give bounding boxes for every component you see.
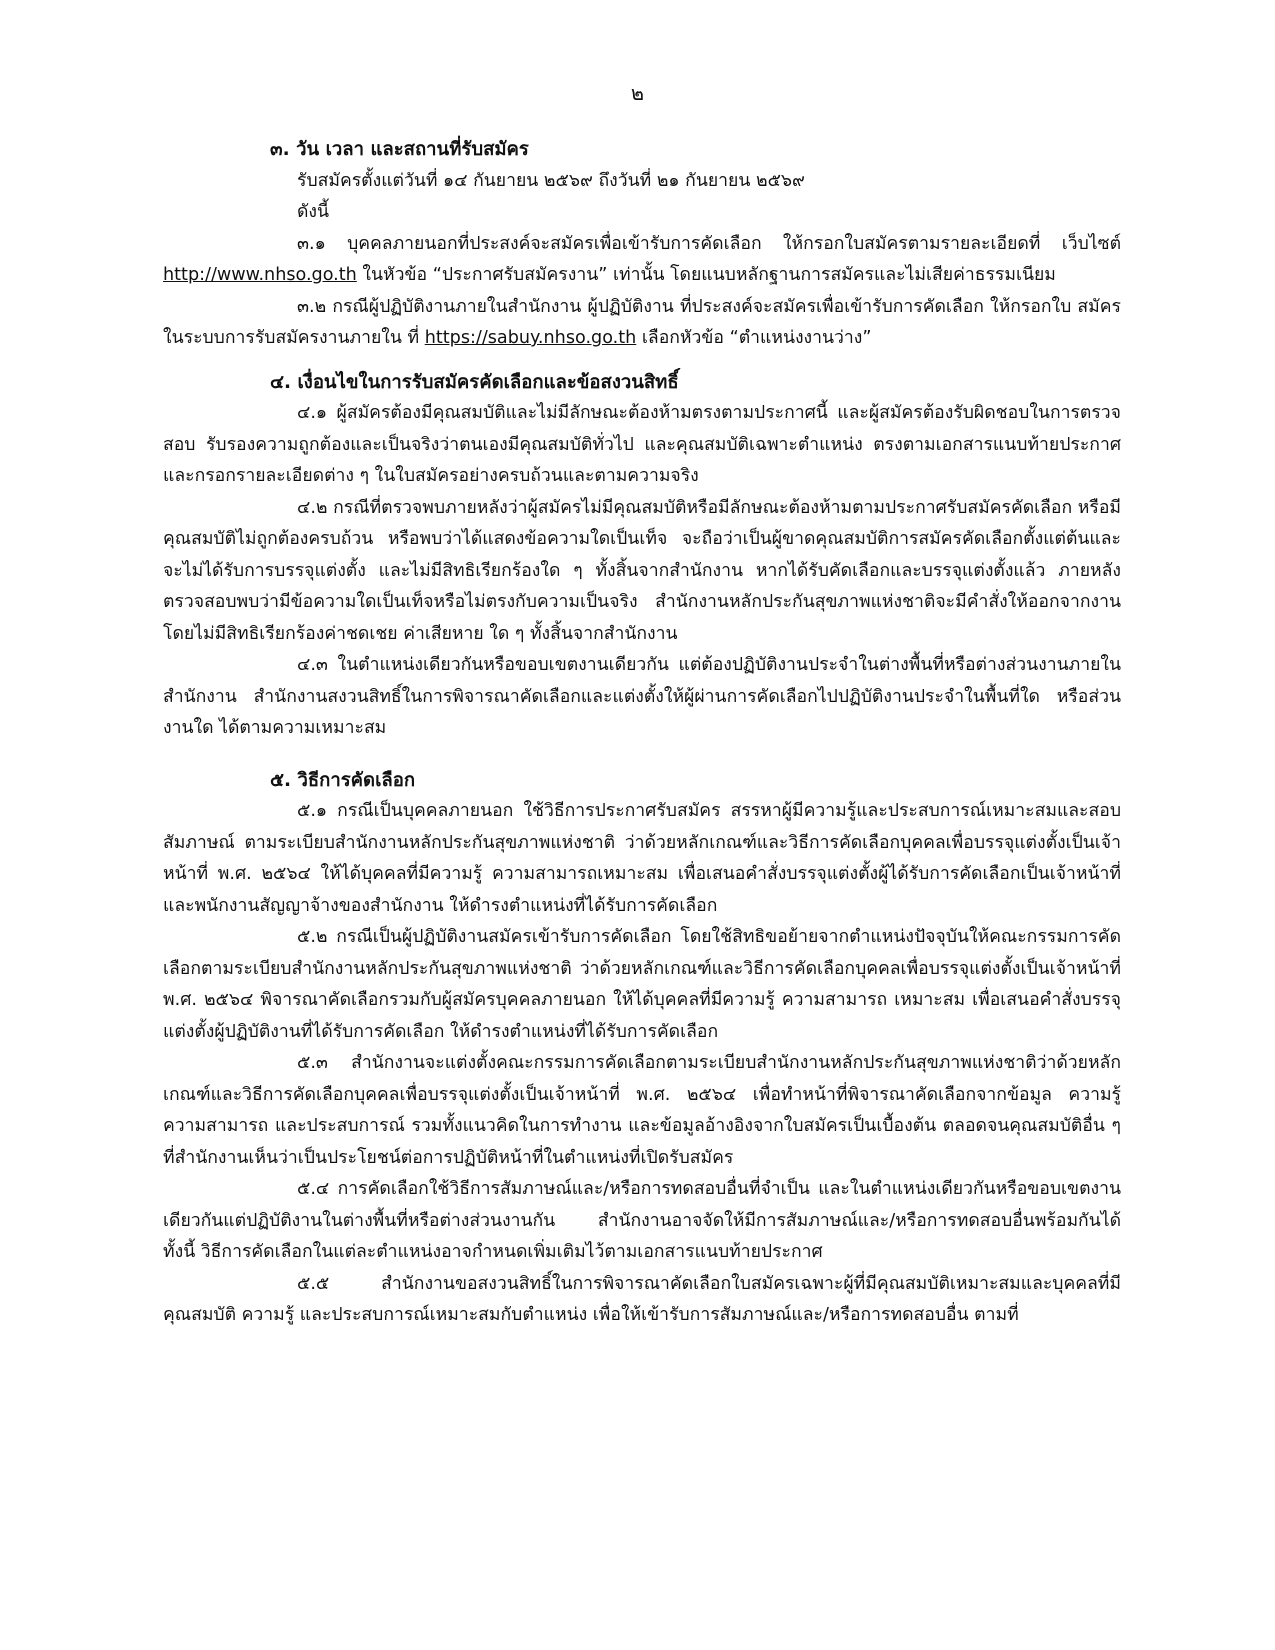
clause-3-2-text-b: เลือกหัวข้อ “ตำแหน่งงานว่าง” <box>636 328 872 348</box>
section-5-heading: ๕. วิธีการคัดเลือก <box>270 769 416 791</box>
as-follows-text: ดังนี้ <box>297 202 330 222</box>
clause-5-2: ๕.๒ กรณีเป็นผู้ปฏิบัติงานสมัครเข้ารับการคัดเลือก โดยใช้สิทธิขอย้ายจากตำแหน่งปัจจุบันให้คณะกรรมการคัดเลือกตามระเบียบสำนักงานหลักประกันสุขภาพแห่งชาติ ว่าด้วยหลักเกณฑ์และวิธีการคัดเลือกบุคคลเพื่อบรรจุแต่งตั้งเป็นเจ้าหน้าที่ พ.ศ. ๒๕๖๔ พิจารณาคัดเลือกรวมกับผู้สมัครบุคคลภายนอก ให้ได้บุคคลที่มีความรู้ ความสามารถ เหมาะสม เพื่อเสนอคำสั่งบรรจุ แต่งตั้งผู้ปฏิบัติงานที่ได้รับการคัดเลือก ให้ดำรงตำแหน่งที่ได้รับการคัดเลือก <box>163 927 1121 1042</box>
application-period: รับสมัครตั้งแต่วันที่ ๑๔ กันยายน ๒๕๖๙ ถึงวันที่ ๒๑ กันยายน ๒๕๖๙ <box>297 170 805 191</box>
clause-5-1: ๕.๑ กรณีเป็นบุคคลภายนอก ใช้วิธีการประกาศรับสมัคร สรรหาผู้มีความรู้และประสบการณ์เหมาะสมและสอบสัมภาษณ์ ตามระเบียบสำนักงานหลักประกันสุขภาพแห่งชาติ ว่าด้วยหลักเกณฑ์และวิธีการคัดเลือกบุคคลเพื่อบรรจุแต่งตั้งเป็นเจ้าหน้าที่ พ.ศ. ๒๕๖๔ ให้ได้บุคคลที่มีความรู้ ความสามารถเหมาะสม เพื่อเสนอคำสั่งบรรจุแต่งตั้งผู้ได้รับการคัดเลือกเป็นเจ้าหน้าที่และพนักงานสัญญาจ้างของสำนักงาน ให้ดำรงตำแหน่งที่ได้รับการคัดเลือก <box>163 801 1121 916</box>
clause-3-2-text-a: ๓.๒ กรณีผู้ปฏิบัติงานภายในสำนักงาน ผู้ปฏิบัติงาน ที่ประสงค์จะสมัครเพื่อเข้ารับการคัดเลือก ให้กรอกใบ สมัครในระบบการรับสมัครงานภายใน ที่ <box>163 296 1121 348</box>
nhso-website-link[interactable]: http://www.nhso.go.th <box>163 265 357 285</box>
section-3-heading: ๓. วัน เวลา และสถานที่รับสมัคร <box>270 139 529 160</box>
clause-3-1-text-a: ๓.๑ บุคคลภายนอกที่ประสงค์จะสมัครเพื่อเข้ารับการคัดเลือก ให้กรอกใบสมัครตามรายละเอียดที่ เว็บไซต์ <box>297 233 1121 254</box>
clause-3-2 <box>163 292 1121 355</box>
document-body <box>163 134 1121 1332</box>
page-number: ๒ <box>630 81 645 105</box>
clause-3-1-text-b: ในหัวข้อ “ประกาศรับสมัครงาน” เท่านั้น โดยแนบหลักฐานการสมัครและไม่เสียค่าธรรมเนียม <box>356 265 1056 285</box>
section-4-heading: ๔. เงื่อนไขในการรับสมัครคัดเลือกและข้อสงวนสิทธิ์ <box>270 371 679 393</box>
clause-3-1 <box>163 229 1121 292</box>
clause-4-2: ๔.๒ กรณีที่ตรวจพบภายหลังว่าผู้สมัครไม่มีคุณสมบัติหรือมีลักษณะต้องห้ามตามประกาศรับสมัครคัดเลือก หรือมีคุณสมบัติไม่ถูกต้องครบถ้วน หรือพบว่าได้แสดงข้อความใดเป็นเท็จ จะถือว่าเป็นผู้ขาดคุณสมบัติการสมัครคัดเลือกตั้งแต่ต้นและจะไม่ได้รับการบรรจุแต่งตั้ง และไม่มีสิทธิเรียกร้องใด ๆ ทั้งสิ้นจากสำนักงาน หากได้รับคัดเลือกและบรรจุแต่งตั้งแล้ว ภายหลังตรวจสอบพบว่ามีข้อความใดเป็นเท็จหรือไม่ตรงกับความเป็นจริง สำนักงานหลักประกันสุขภาพแห่งชาติจะมีคำสั่งให้ออกจากงาน โดยไม่มีสิทธิเรียกร้องค่าชดเชย ค่าเสียหาย ใด ๆ ทั้งสิ้นจากสำนักงาน <box>163 497 1121 644</box>
clause-5-3: ๕.๓ สำนักงานจะแต่งตั้งคณะกรรมการคัดเลือกตามระเบียบสำนักงานหลักประกันสุขภาพแห่งชาติว่าด้วยหลักเกณฑ์และวิธีการคัดเลือกบุคคลเพื่อบรรจุแต่งตั้งเป็นเจ้าหน้าที่ พ.ศ. ๒๕๖๔ เพื่อทำหน้าที่พิจารณาคัดเลือกจากข้อมูล ความรู้ ความสามารถ และประสบการณ์ รวมทั้งแนวคิดในการทำงาน และข้อมูลอ้างอิงจากใบสมัครเป็นเบื้องต้น ตลอดจนคุณสมบัติอื่น ๆ ที่สำนักงานเห็นว่าเป็นประโยชน์ต่อการปฏิบัติหน้าที่ในตำแหน่งที่เปิดรับสมัคร <box>163 1053 1121 1168</box>
clause-5-4: ๕.๔ การคัดเลือกใช้วิธีการสัมภาษณ์และ/หรือการทดสอบอื่นที่จำเป็น และในตำแหน่งเดียวกันหรือขอบเขตงานเดียวกันแต่ปฏิบัติงานในต่างพื้นที่หรือต่างส่วนงานกัน สำนักงานอาจจัดให้มีการสัมภาษณ์และ/หรือการทดสอบอื่นพร้อมกันได้ ทั้งนี้ วิธีการคัดเลือกในแต่ละตำแหน่งอาจกำหนดเพิ่มเติมไว้ตามเอกสารแนบท้ายประกาศ <box>163 1179 1121 1262</box>
clause-4-3: ๔.๓ ในตำแหน่งเดียวกันหรือขอบเขตงานเดียวกัน แต่ต้องปฏิบัติงานประจำในต่างพื้นที่หรือต่างส่วนงานภายในสำนักงาน สำนักงานสงวนสิทธิ์ในการพิจารณาคัดเลือกและแต่งตั้งให้ผู้ผ่านการคัดเลือกไปปฏิบัติงานประจำในพื้นที่ใด หรือส่วนงานใด ได้ตามความเหมาะสม <box>163 655 1121 738</box>
sabuy-website-link[interactable]: https://sabuy.nhso.go.th <box>424 328 637 348</box>
clause-4-1: ๔.๑ ผู้สมัครต้องมีคุณสมบัติและไม่มีลักษณะต้องห้ามตรงตามประกาศนี้ และผู้สมัครต้องรับผิดชอบในการตรวจสอบ รับรองความถูกต้องและเป็นจริงว่าตนเองมีคุณสมบัติทั่วไป และคุณสมบัติเฉพาะตำแหน่ง ตรงตามเอกสารแนบท้ายประกาศ และกรอกรายละเอียดต่าง ๆ ในใบสมัครอย่างครบถ้วนและตามความจริง <box>163 403 1121 486</box>
clause-5-5: ๕.๕ สำนักงานขอสงวนสิทธิ์ในการพิจารณาคัดเลือกใบสมัครเฉพาะผู้ที่มีคุณสมบัติเหมาะสมและบุคคลที่มีคุณสมบัติ ความรู้ และประสบการณ์เหมาะสมกับตำแหน่ง เพื่อให้เข้ารับการสัมภาษณ์และ/หรือการทดสอบอื่น ตามที่ <box>163 1273 1121 1325</box>
